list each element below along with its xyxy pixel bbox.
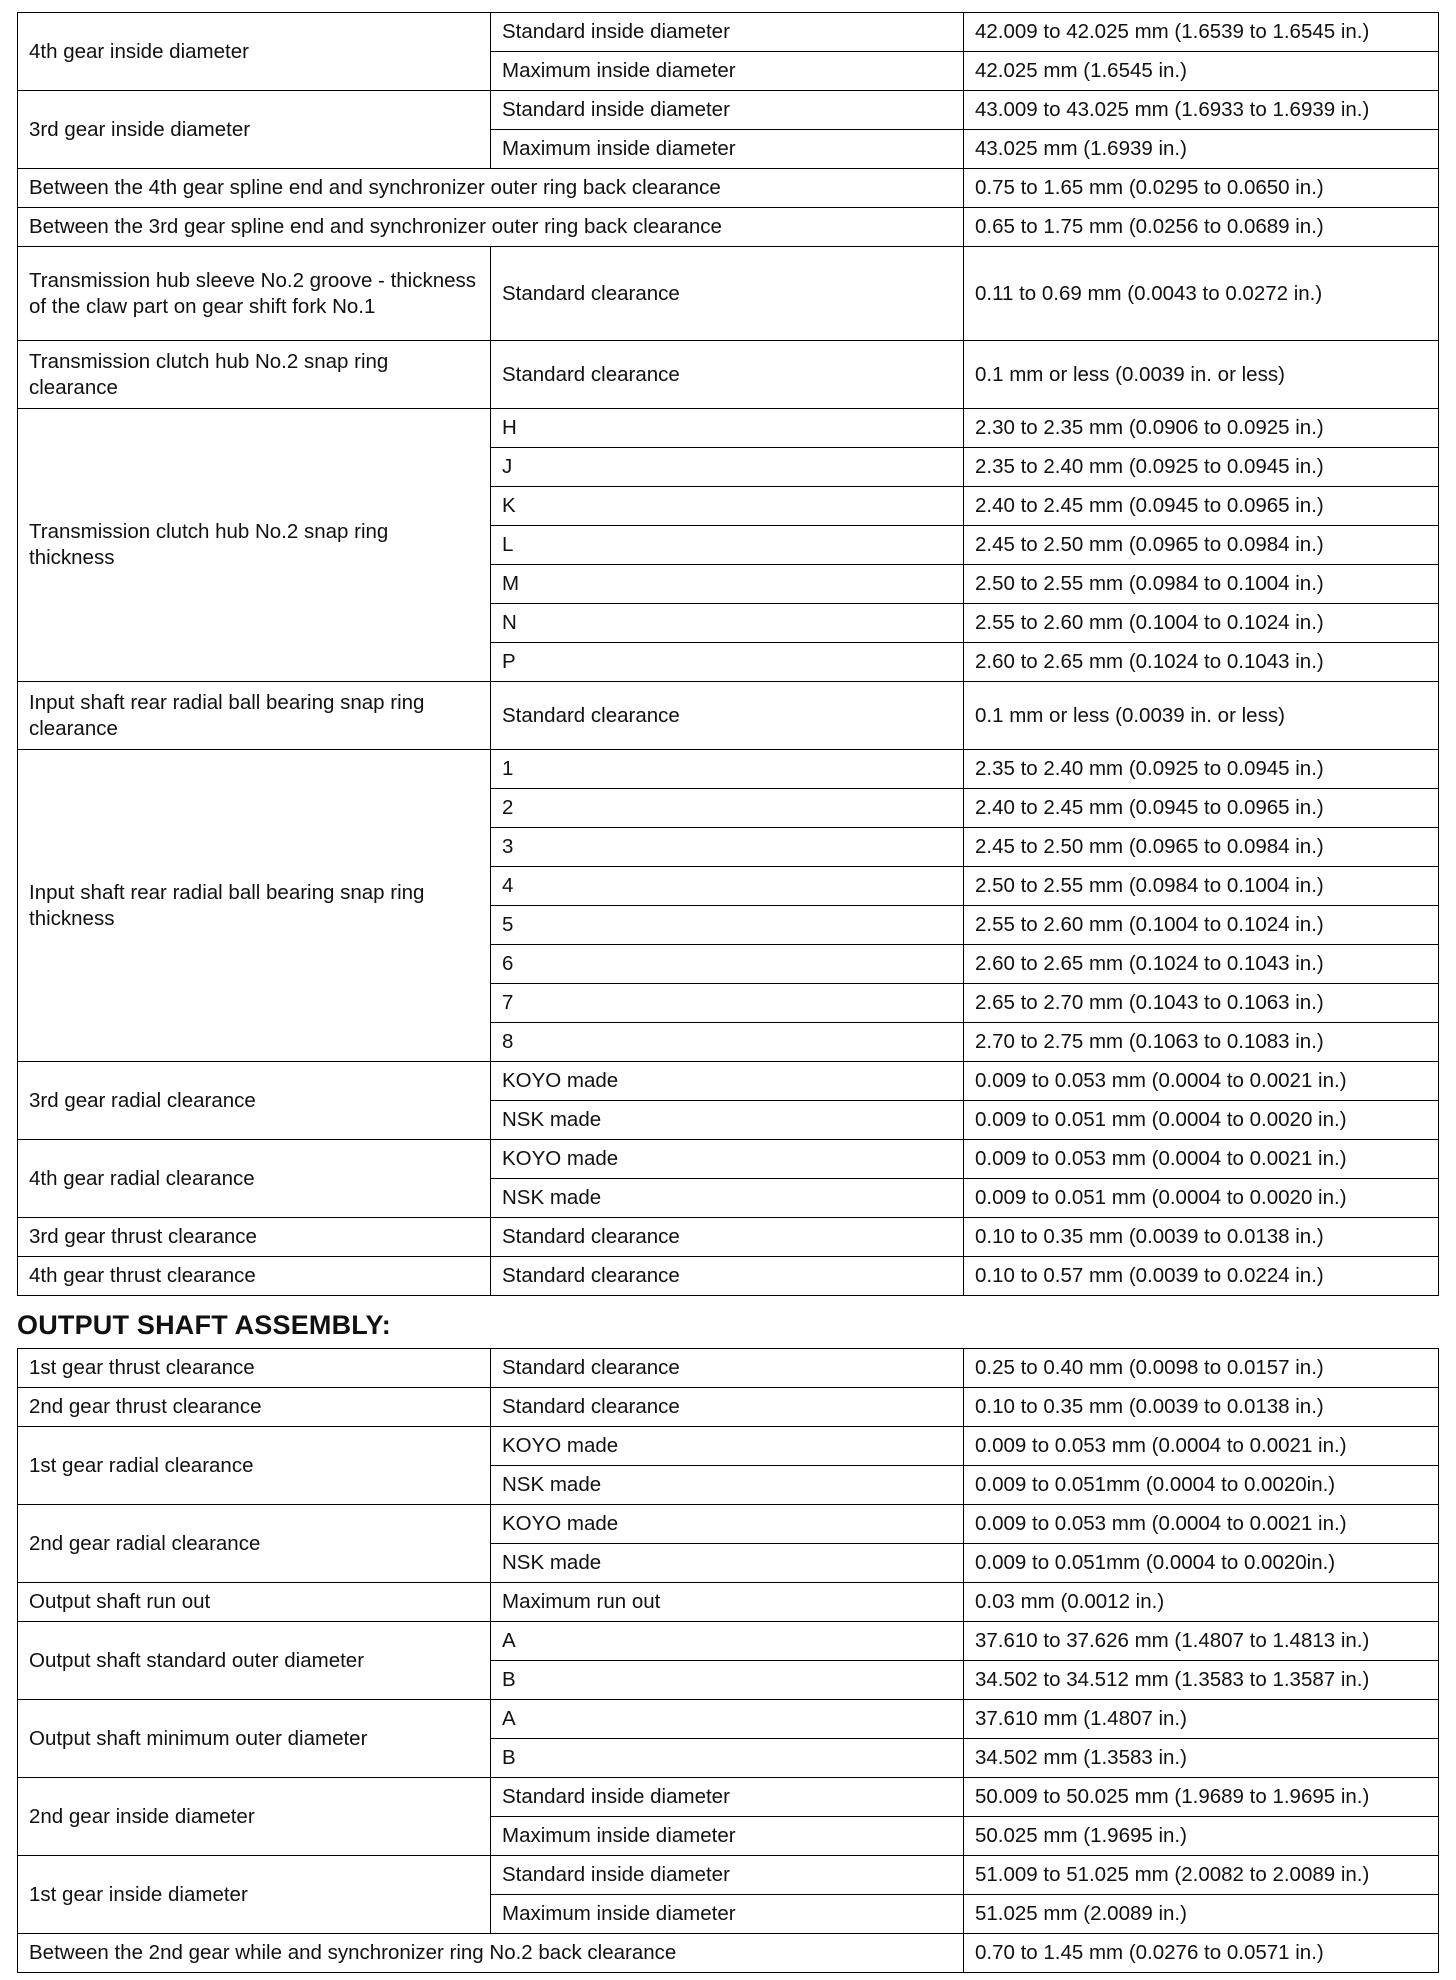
table-row: [18, 1388, 1439, 1427]
table-cell: M: [491, 565, 964, 604]
table-cell: B: [491, 1661, 964, 1700]
table-cell: Output shaft standard outer diameter: [18, 1622, 491, 1700]
table-cell: NSK made: [491, 1179, 964, 1218]
table-cell: P: [491, 643, 964, 682]
table-cell: 34.502 mm (1.3583 in.): [964, 1739, 1439, 1778]
table-cell: 2.50 to 2.55 mm (0.0984 to 0.1004 in.): [964, 565, 1439, 604]
table-cell: NSK made: [491, 1466, 964, 1505]
table-row: [18, 1427, 1439, 1466]
table-cell: L: [491, 526, 964, 565]
table-row: [18, 1505, 1439, 1544]
table-cell: 2.70 to 2.75 mm (0.1063 to 0.1083 in.): [964, 1023, 1439, 1062]
table-cell: Standard inside diameter: [491, 13, 964, 52]
table-cell: Transmission clutch hub No.2 snap ring clearance: [18, 341, 491, 409]
table-cell: 1st gear thrust clearance: [18, 1349, 491, 1388]
table-cell: 42.009 to 42.025 mm (1.6539 to 1.6545 in.): [964, 13, 1439, 52]
table-cell: 0.009 to 0.051mm (0.0004 to 0.0020in.): [964, 1466, 1439, 1505]
table-cell: 0.009 to 0.051 mm (0.0004 to 0.0020 in.): [964, 1101, 1439, 1140]
table-cell: NSK made: [491, 1544, 964, 1583]
table-cell: Between the 4th gear spline end and synchronizer outer ring back clearance: [18, 169, 964, 208]
table-cell: 0.70 to 1.45 mm (0.0276 to 0.0571 in.): [964, 1934, 1439, 1973]
table-cell: Standard inside diameter: [491, 1778, 964, 1817]
table-cell: Between the 2nd gear while and synchronizer ring No.2 back clearance: [18, 1934, 964, 1973]
table-cell: K: [491, 487, 964, 526]
table-cell: 4: [491, 867, 964, 906]
table-cell: 0.65 to 1.75 mm (0.0256 to 0.0689 in.): [964, 208, 1439, 247]
table-cell: Input shaft rear radial ball bearing snap ring thickness: [18, 750, 491, 1062]
table-row: [18, 1349, 1439, 1388]
table-cell: Output shaft run out: [18, 1583, 491, 1622]
table-cell: 2.55 to 2.60 mm (0.1004 to 0.1024 in.): [964, 604, 1439, 643]
table-cell: 0.009 to 0.053 mm (0.0004 to 0.0021 in.): [964, 1140, 1439, 1179]
table-cell: 2nd gear radial clearance: [18, 1505, 491, 1583]
table-cell: 3rd gear inside diameter: [18, 91, 491, 169]
table-row: [18, 13, 1439, 52]
table-cell: 3rd gear thrust clearance: [18, 1218, 491, 1257]
table-cell: Maximum inside diameter: [491, 1817, 964, 1856]
table-row: [18, 409, 1439, 448]
table-cell: Maximum inside diameter: [491, 52, 964, 91]
table-row: [18, 1622, 1439, 1661]
table-cell: 7: [491, 984, 964, 1023]
table-row: [18, 1934, 1439, 1973]
table-row: [18, 1778, 1439, 1817]
table-cell: 0.009 to 0.051 mm (0.0004 to 0.0020 in.): [964, 1179, 1439, 1218]
table-cell: KOYO made: [491, 1505, 964, 1544]
table-row: [18, 208, 1439, 247]
table-cell: A: [491, 1622, 964, 1661]
table-cell: 1st gear radial clearance: [18, 1427, 491, 1505]
table-cell: 43.025 mm (1.6939 in.): [964, 130, 1439, 169]
table-row: [18, 1700, 1439, 1739]
table-row: [18, 341, 1439, 409]
spec-table-input-shaft: [17, 12, 1439, 1296]
table-cell: 5: [491, 906, 964, 945]
table-cell: 1: [491, 750, 964, 789]
table-cell: 34.502 to 34.512 mm (1.3583 to 1.3587 in.): [964, 1661, 1439, 1700]
table-cell: NSK made: [491, 1101, 964, 1140]
table-cell: KOYO made: [491, 1062, 964, 1101]
table-cell: Standard clearance: [491, 1388, 964, 1427]
table-cell: 2.55 to 2.60 mm (0.1004 to 0.1024 in.): [964, 906, 1439, 945]
table-cell: Between the 3rd gear spline end and synchronizer outer ring back clearance: [18, 208, 964, 247]
table-cell: 0.75 to 1.65 mm (0.0295 to 0.0650 in.): [964, 169, 1439, 208]
table-cell: 2.40 to 2.45 mm (0.0945 to 0.0965 in.): [964, 789, 1439, 828]
table-cell: Standard clearance: [491, 1257, 964, 1296]
spec-table-body: [18, 1349, 1439, 1973]
table-cell: 37.610 to 37.626 mm (1.4807 to 1.4813 in.): [964, 1622, 1439, 1661]
table-cell: Standard inside diameter: [491, 91, 964, 130]
table-row: [18, 1218, 1439, 1257]
table-cell: N: [491, 604, 964, 643]
spec-table-body: [18, 13, 1439, 1296]
table-cell: J: [491, 448, 964, 487]
table-cell: 42.025 mm (1.6545 in.): [964, 52, 1439, 91]
table-cell: 6: [491, 945, 964, 984]
table-cell: Maximum inside diameter: [491, 1895, 964, 1934]
table-cell: Input shaft rear radial ball bearing snap ring clearance: [18, 682, 491, 750]
table-cell: 8: [491, 1023, 964, 1062]
table-cell: Transmission clutch hub No.2 snap ring thickness: [18, 409, 491, 682]
table-cell: 2.45 to 2.50 mm (0.0965 to 0.0984 in.): [964, 828, 1439, 867]
table-cell: 4th gear inside diameter: [18, 13, 491, 91]
table-cell: 0.009 to 0.051mm (0.0004 to 0.0020in.): [964, 1544, 1439, 1583]
table-cell: 0.009 to 0.053 mm (0.0004 to 0.0021 in.): [964, 1062, 1439, 1101]
section-heading: OUTPUT SHAFT ASSEMBLY:: [17, 1310, 391, 1340]
table-cell: 2.35 to 2.40 mm (0.0925 to 0.0945 in.): [964, 448, 1439, 487]
table-cell: 4th gear thrust clearance: [18, 1257, 491, 1296]
table-cell: 2nd gear thrust clearance: [18, 1388, 491, 1427]
table-cell: Output shaft minimum outer diameter: [18, 1700, 491, 1778]
table-row: [18, 247, 1439, 341]
table-cell: 2.65 to 2.70 mm (0.1043 to 0.1063 in.): [964, 984, 1439, 1023]
table-cell: Standard clearance: [491, 341, 964, 409]
table-cell: KOYO made: [491, 1427, 964, 1466]
table-row: [18, 169, 1439, 208]
table-cell: 2.30 to 2.35 mm (0.0906 to 0.0925 in.): [964, 409, 1439, 448]
table-cell: 37.610 mm (1.4807 in.): [964, 1700, 1439, 1739]
table-row: [18, 1583, 1439, 1622]
table-cell: 0.1 mm or less (0.0039 in. or less): [964, 341, 1439, 409]
table-cell: 0.10 to 0.35 mm (0.0039 to 0.0138 in.): [964, 1388, 1439, 1427]
table-row: [18, 91, 1439, 130]
table-row: [18, 1140, 1439, 1179]
table-cell: 0.25 to 0.40 mm (0.0098 to 0.0157 in.): [964, 1349, 1439, 1388]
table-cell: Maximum inside diameter: [491, 130, 964, 169]
table-cell: B: [491, 1739, 964, 1778]
table-cell: 0.03 mm (0.0012 in.): [964, 1583, 1439, 1622]
table-cell: 2.40 to 2.45 mm (0.0945 to 0.0965 in.): [964, 487, 1439, 526]
table-cell: 2.45 to 2.50 mm (0.0965 to 0.0984 in.): [964, 526, 1439, 565]
table-cell: 2: [491, 789, 964, 828]
table-row: [18, 750, 1439, 789]
table-cell: Standard inside diameter: [491, 1856, 964, 1895]
table-cell: 2nd gear inside diameter: [18, 1778, 491, 1856]
table-cell: Standard clearance: [491, 682, 964, 750]
table-cell: Transmission hub sleeve No.2 groove - thickness of the claw part on gear shift fork No.1: [18, 247, 491, 341]
table-cell: Standard clearance: [491, 1349, 964, 1388]
table-cell: H: [491, 409, 964, 448]
table-cell: 50.025 mm (1.9695 in.): [964, 1817, 1439, 1856]
table-cell: 43.009 to 43.025 mm (1.6933 to 1.6939 in.): [964, 91, 1439, 130]
table-cell: A: [491, 1700, 964, 1739]
table-row: [18, 1062, 1439, 1101]
table-cell: 4th gear radial clearance: [18, 1140, 491, 1218]
table-row: [18, 1257, 1439, 1296]
spec-table-output-shaft: [17, 1348, 1439, 1973]
table-cell: 2.60 to 2.65 mm (0.1024 to 0.1043 in.): [964, 643, 1439, 682]
table-cell: 0.10 to 0.35 mm (0.0039 to 0.0138 in.): [964, 1218, 1439, 1257]
table-cell: 51.009 to 51.025 mm (2.0082 to 2.0089 in.): [964, 1856, 1439, 1895]
table-cell: 3: [491, 828, 964, 867]
table-cell: Maximum run out: [491, 1583, 964, 1622]
table-row: [18, 1856, 1439, 1895]
table-cell: 1st gear inside diameter: [18, 1856, 491, 1934]
table-cell: 51.025 mm (2.0089 in.): [964, 1895, 1439, 1934]
table-cell: KOYO made: [491, 1140, 964, 1179]
table-cell: 2.60 to 2.65 mm (0.1024 to 0.1043 in.): [964, 945, 1439, 984]
table-cell: 2.50 to 2.55 mm (0.0984 to 0.1004 in.): [964, 867, 1439, 906]
table-cell: 0.11 to 0.69 mm (0.0043 to 0.0272 in.): [964, 247, 1439, 341]
table-cell: 0.009 to 0.053 mm (0.0004 to 0.0021 in.): [964, 1427, 1439, 1466]
table-cell: 2.35 to 2.40 mm (0.0925 to 0.0945 in.): [964, 750, 1439, 789]
table-cell: 3rd gear radial clearance: [18, 1062, 491, 1140]
table-cell: Standard clearance: [491, 1218, 964, 1257]
table-row: [18, 682, 1439, 750]
table-cell: 0.10 to 0.57 mm (0.0039 to 0.0224 in.): [964, 1257, 1439, 1296]
table-cell: 0.009 to 0.053 mm (0.0004 to 0.0021 in.): [964, 1505, 1439, 1544]
table-cell: Standard clearance: [491, 247, 964, 341]
table-cell: 0.1 mm or less (0.0039 in. or less): [964, 682, 1439, 750]
table-cell: 50.009 to 50.025 mm (1.9689 to 1.9695 in.): [964, 1778, 1439, 1817]
